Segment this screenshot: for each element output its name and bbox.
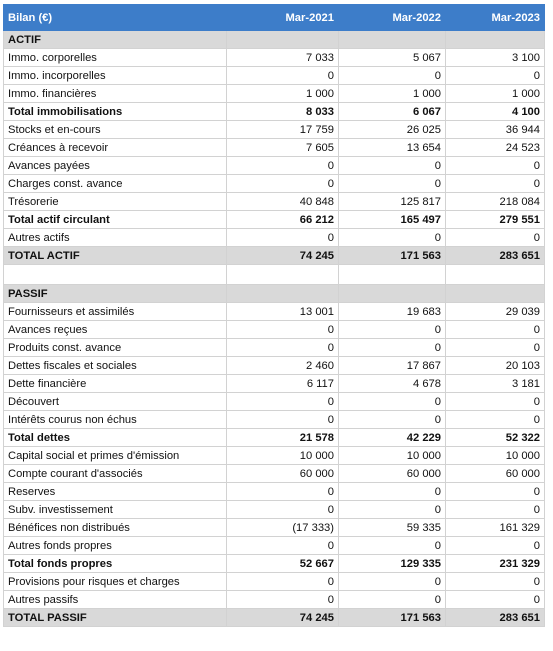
- value-cell: 4 100: [446, 103, 545, 121]
- table-body: [4, 31, 545, 627]
- table-row: [4, 519, 545, 537]
- value-cell: 231 329: [446, 555, 545, 573]
- value-cell: 5 067: [339, 49, 446, 67]
- row-label: Découvert: [4, 393, 227, 411]
- row-label: Total immobilisations: [4, 103, 227, 121]
- value-cell: 0: [446, 501, 545, 519]
- value-cell: (17 333): [227, 519, 339, 537]
- value-cell: 36 944: [446, 121, 545, 139]
- value-cell: 0: [339, 411, 446, 429]
- value-cell: 6 117: [227, 375, 339, 393]
- value-cell: 52 667: [227, 555, 339, 573]
- row-label: Provisions pour risques et charges: [4, 573, 227, 591]
- row-label: Trésorerie: [4, 193, 227, 211]
- row-label: Stocks et en-cours: [4, 121, 227, 139]
- table-row: [4, 121, 545, 139]
- value-cell: 0: [446, 321, 545, 339]
- value-cell: 4 678: [339, 375, 446, 393]
- value-cell: 17 867: [339, 357, 446, 375]
- row-label: Capital social et primes d'émission: [4, 447, 227, 465]
- value-cell: 29 039: [446, 303, 545, 321]
- row-label: Autres fonds propres: [4, 537, 227, 555]
- value-cell: 0: [227, 483, 339, 501]
- spacer-cell: [227, 265, 339, 285]
- table-row: [4, 357, 545, 375]
- value-cell: 24 523: [446, 139, 545, 157]
- total-row: [4, 609, 545, 627]
- value-cell: 59 335: [339, 519, 446, 537]
- row-label: Dettes fiscales et sociales: [4, 357, 227, 375]
- value-cell: 0: [227, 175, 339, 193]
- table-row: [4, 49, 545, 67]
- value-cell: 218 084: [446, 193, 545, 211]
- value-cell: 0: [227, 67, 339, 85]
- value-cell: 3 181: [446, 375, 545, 393]
- header-label: Bilan (€): [4, 5, 227, 31]
- value-cell: 0: [227, 157, 339, 175]
- section-header-cell: [446, 285, 545, 303]
- row-label: Autres actifs: [4, 229, 227, 247]
- value-cell: 279 551: [446, 211, 545, 229]
- value-cell: 0: [446, 339, 545, 357]
- table-row: [4, 465, 545, 483]
- table-row: [4, 411, 545, 429]
- value-cell: 1 000: [339, 85, 446, 103]
- table-row: [4, 303, 545, 321]
- value-cell: 19 683: [339, 303, 446, 321]
- spacer-cell: [446, 265, 545, 285]
- table-row: [4, 67, 545, 85]
- value-cell: 40 848: [227, 193, 339, 211]
- value-cell: 3 100: [446, 49, 545, 67]
- section-header-cell: [227, 31, 339, 49]
- row-label: Total actif circulant: [4, 211, 227, 229]
- table-row: [4, 483, 545, 501]
- value-cell: 0: [446, 411, 545, 429]
- value-cell: 0: [339, 229, 446, 247]
- row-label: Avances reçues: [4, 321, 227, 339]
- row-label: Immo. incorporelles: [4, 67, 227, 85]
- value-cell: 0: [339, 537, 446, 555]
- value-cell: 0: [339, 393, 446, 411]
- value-cell: 0: [339, 175, 446, 193]
- value-cell: 10 000: [227, 447, 339, 465]
- value-cell: 0: [339, 501, 446, 519]
- value-cell: 52 322: [446, 429, 545, 447]
- value-cell: 21 578: [227, 429, 339, 447]
- row-label: Charges const. avance: [4, 175, 227, 193]
- subtotal-row: [4, 555, 545, 573]
- table-row: [4, 175, 545, 193]
- table-row: [4, 573, 545, 591]
- section-header-cell: [446, 31, 545, 49]
- value-cell: 171 563: [339, 247, 446, 265]
- value-cell: 0: [446, 67, 545, 85]
- value-cell: 0: [446, 393, 545, 411]
- value-cell: 26 025: [339, 121, 446, 139]
- row-label: Total fonds propres: [4, 555, 227, 573]
- subtotal-row: [4, 429, 545, 447]
- value-cell: 1 000: [446, 85, 545, 103]
- value-cell: 0: [339, 483, 446, 501]
- header-period: Mar-2023: [446, 5, 545, 31]
- value-cell: 0: [446, 229, 545, 247]
- header-period: Mar-2022: [339, 5, 446, 31]
- value-cell: 17 759: [227, 121, 339, 139]
- value-cell: 0: [227, 591, 339, 609]
- value-cell: 60 000: [339, 465, 446, 483]
- section-header-row: [4, 31, 545, 49]
- value-cell: 283 651: [446, 609, 545, 627]
- table-row: [4, 321, 545, 339]
- value-cell: 0: [227, 339, 339, 357]
- table-row: [4, 501, 545, 519]
- table-row: [4, 85, 545, 103]
- value-cell: 2 460: [227, 357, 339, 375]
- spacer-row: [4, 265, 545, 285]
- table-row: [4, 591, 545, 609]
- value-cell: 0: [446, 175, 545, 193]
- value-cell: 0: [446, 157, 545, 175]
- table-row: [4, 193, 545, 211]
- balance-sheet-table: [3, 4, 545, 627]
- value-cell: 13 001: [227, 303, 339, 321]
- value-cell: 0: [339, 321, 446, 339]
- value-cell: 7 605: [227, 139, 339, 157]
- value-cell: 1 000: [227, 85, 339, 103]
- value-cell: 0: [339, 591, 446, 609]
- row-label: Autres passifs: [4, 591, 227, 609]
- value-cell: 0: [227, 537, 339, 555]
- row-label: Immo. corporelles: [4, 49, 227, 67]
- spacer-cell: [339, 265, 446, 285]
- section-header-row: [4, 285, 545, 303]
- value-cell: 7 033: [227, 49, 339, 67]
- row-label: Bénéfices non distribués: [4, 519, 227, 537]
- value-cell: 10 000: [339, 447, 446, 465]
- table-row: [4, 393, 545, 411]
- table-row: [4, 139, 545, 157]
- value-cell: 60 000: [446, 465, 545, 483]
- value-cell: 8 033: [227, 103, 339, 121]
- subtotal-row: [4, 103, 545, 121]
- row-label: Reserves: [4, 483, 227, 501]
- row-label: Produits const. avance: [4, 339, 227, 357]
- value-cell: 129 335: [339, 555, 446, 573]
- header-row: [4, 5, 545, 31]
- spacer-cell: [4, 265, 227, 285]
- value-cell: 0: [227, 501, 339, 519]
- row-label: Créances à recevoir: [4, 139, 227, 157]
- value-cell: 0: [339, 573, 446, 591]
- value-cell: 0: [227, 321, 339, 339]
- value-cell: 283 651: [446, 247, 545, 265]
- section-header-cell: [339, 31, 446, 49]
- value-cell: 42 229: [339, 429, 446, 447]
- section-header-cell: [339, 285, 446, 303]
- value-cell: 0: [227, 229, 339, 247]
- value-cell: 0: [339, 67, 446, 85]
- value-cell: 0: [446, 483, 545, 501]
- row-label: TOTAL PASSIF: [4, 609, 227, 627]
- total-row: [4, 247, 545, 265]
- row-label: Intérêts courus non échus: [4, 411, 227, 429]
- value-cell: 161 329: [446, 519, 545, 537]
- section-title: ACTIF: [4, 31, 227, 49]
- value-cell: 60 000: [227, 465, 339, 483]
- value-cell: 165 497: [339, 211, 446, 229]
- value-cell: 0: [227, 573, 339, 591]
- row-label: Total dettes: [4, 429, 227, 447]
- section-header-cell: [227, 285, 339, 303]
- value-cell: 66 212: [227, 211, 339, 229]
- row-label: Immo. financières: [4, 85, 227, 103]
- row-label: Avances payées: [4, 157, 227, 175]
- value-cell: 0: [339, 339, 446, 357]
- subtotal-row: [4, 211, 545, 229]
- value-cell: 0: [446, 591, 545, 609]
- value-cell: 74 245: [227, 609, 339, 627]
- value-cell: 0: [339, 157, 446, 175]
- table-row: [4, 157, 545, 175]
- section-title: PASSIF: [4, 285, 227, 303]
- value-cell: 20 103: [446, 357, 545, 375]
- value-cell: 125 817: [339, 193, 446, 211]
- value-cell: 74 245: [227, 247, 339, 265]
- row-label: TOTAL ACTIF: [4, 247, 227, 265]
- row-label: Subv. investissement: [4, 501, 227, 519]
- row-label: Compte courant d'associés: [4, 465, 227, 483]
- table-row: [4, 229, 545, 247]
- row-label: Fournisseurs et assimilés: [4, 303, 227, 321]
- value-cell: 0: [446, 573, 545, 591]
- header-period: Mar-2021: [227, 5, 339, 31]
- table-row: [4, 537, 545, 555]
- value-cell: 0: [446, 537, 545, 555]
- row-label: Dette financière: [4, 375, 227, 393]
- value-cell: 13 654: [339, 139, 446, 157]
- value-cell: 6 067: [339, 103, 446, 121]
- value-cell: 10 000: [446, 447, 545, 465]
- value-cell: 0: [227, 411, 339, 429]
- table-row: [4, 447, 545, 465]
- table-row: [4, 375, 545, 393]
- table-row: [4, 339, 545, 357]
- value-cell: 0: [227, 393, 339, 411]
- value-cell: 171 563: [339, 609, 446, 627]
